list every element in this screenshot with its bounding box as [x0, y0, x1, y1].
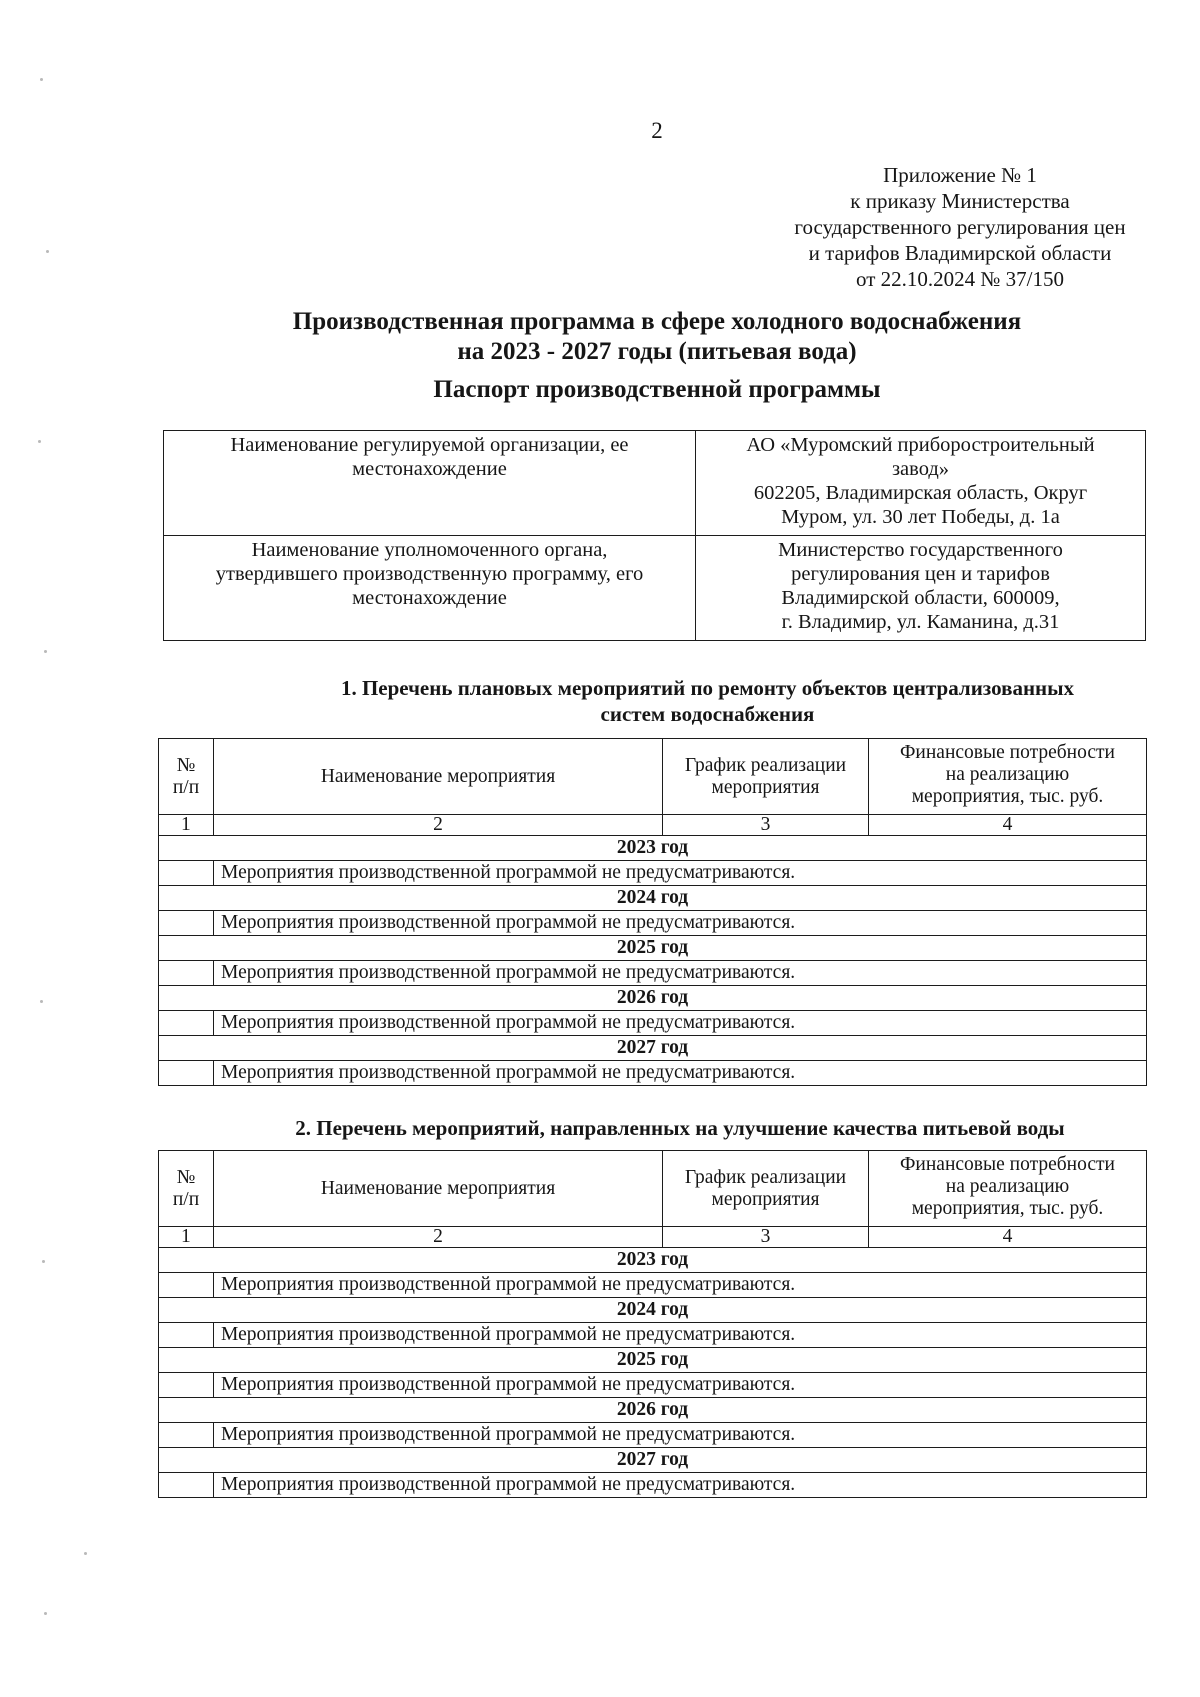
document-title-line1: Производственная программа в сфере холодного водоснабжения [292, 308, 1022, 335]
year-row: 2025 год [159, 1348, 1147, 1373]
year-row: 2024 год [159, 886, 1147, 911]
year-row: 2027 год [159, 1448, 1147, 1473]
scan-speck [40, 78, 43, 81]
passport-title: Паспорт производственной программы [433, 376, 881, 403]
appendix-line: от 22.10.2024 № 37/150 [855, 267, 1065, 291]
header-cell-finance: Финансовые потребности на реализацию мероприятия, тыс. руб. [869, 1151, 1147, 1227]
table-row: Мероприятия производственной программой не предусматриваются. [159, 1423, 1147, 1448]
table-row: Мероприятия производственной программой не предусматриваются. [159, 1273, 1147, 1298]
header-cell-number: № п/п [159, 739, 214, 815]
column-number-row: 1 2 3 4 [159, 815, 1147, 836]
appendix-line: Приложение № 1 [883, 163, 1037, 187]
scan-speck [38, 440, 41, 443]
year-row: 2025 год [159, 936, 1147, 961]
header-cell-finance: Финансовые потребности на реализацию мероприятия, тыс. руб. [869, 739, 1147, 815]
header-cell-number: № п/п [159, 1151, 214, 1227]
scan-speck [44, 650, 47, 653]
section1-heading: 1. Перечень плановых мероприятий по ремонту объектов централизованных систем водоснабжения [340, 676, 1075, 726]
table-row: Мероприятия производственной программой не предусматриваются. [159, 961, 1147, 986]
year-row: 2026 год [159, 1398, 1147, 1423]
section1-table [158, 738, 1147, 1086]
table-row: Мероприятия производственной программой не предусматриваются. [159, 1323, 1147, 1348]
table-row: Мероприятия производственной программой не предусматриваются. [159, 1061, 1147, 1086]
year-row: 2024 год [159, 1298, 1147, 1323]
table-header-row [159, 739, 1147, 815]
table-row: Мероприятия производственной программой не предусматриваются. [159, 861, 1147, 886]
header-cell-schedule: График реализации мероприятия [663, 739, 869, 815]
passport-table [163, 430, 1146, 641]
appendix-line: и тарифов Владимирской области [808, 241, 1112, 265]
table-row: Мероприятия производственной программой не предусматриваются. [159, 1011, 1147, 1036]
table-row: Мероприятия производственной программой не предусматриваются. [159, 911, 1147, 936]
passport-value-cell: Министерство государственного регулирования цен и тарифов Владимирской области, 600009, г. Владимир, ул. Каманина, д.31 [696, 536, 1146, 641]
header-cell-schedule: График реализации мероприятия [663, 1151, 869, 1227]
appendix-line: государственного регулирования цен [794, 215, 1126, 239]
appendix-line: к приказу Министерства [850, 189, 1070, 213]
page-number: 2 [651, 118, 663, 143]
year-row: 2026 год [159, 986, 1147, 1011]
passport-value-cell: АО «Муромский приборостроительный завод» 602205, Владимирская область, Округ Муром, ул. 30 лет Победы, д. 1а [696, 431, 1146, 536]
table-header-row [159, 1151, 1147, 1227]
scan-speck [40, 1000, 43, 1003]
passport-label-cell: Наименование регулируемой организации, ее местонахождение [164, 431, 696, 536]
year-row: 2023 год [159, 1248, 1147, 1273]
section2-heading: 2. Перечень мероприятий, направленных на улучшение качества питьевой воды [295, 1116, 1065, 1140]
header-cell-name: Наименование мероприятия [214, 739, 663, 815]
year-row: 2023 год [159, 836, 1147, 861]
scan-speck [42, 1260, 45, 1263]
scan-speck [84, 1552, 87, 1555]
passport-row-organization [164, 431, 1146, 536]
table-row: Мероприятия производственной программой не предусматриваются. [159, 1373, 1147, 1398]
appendix-note [700, 162, 1200, 292]
scan-speck [46, 250, 49, 253]
passport-label-cell: Наименование уполномоченного органа, утвердившего производственную программу, его местонахождение [164, 536, 696, 641]
document-title-line2: на 2023 - 2027 годы (питьевая вода) [457, 338, 857, 365]
scan-speck [44, 1612, 47, 1615]
table-row: Мероприятия производственной программой не предусматриваются. [159, 1473, 1147, 1498]
section2-table [158, 1150, 1147, 1498]
column-number-row: 1 2 3 4 [159, 1227, 1147, 1248]
passport-row-authority [164, 536, 1146, 641]
header-cell-name: Наименование мероприятия [214, 1151, 663, 1227]
year-row: 2027 год [159, 1036, 1147, 1061]
